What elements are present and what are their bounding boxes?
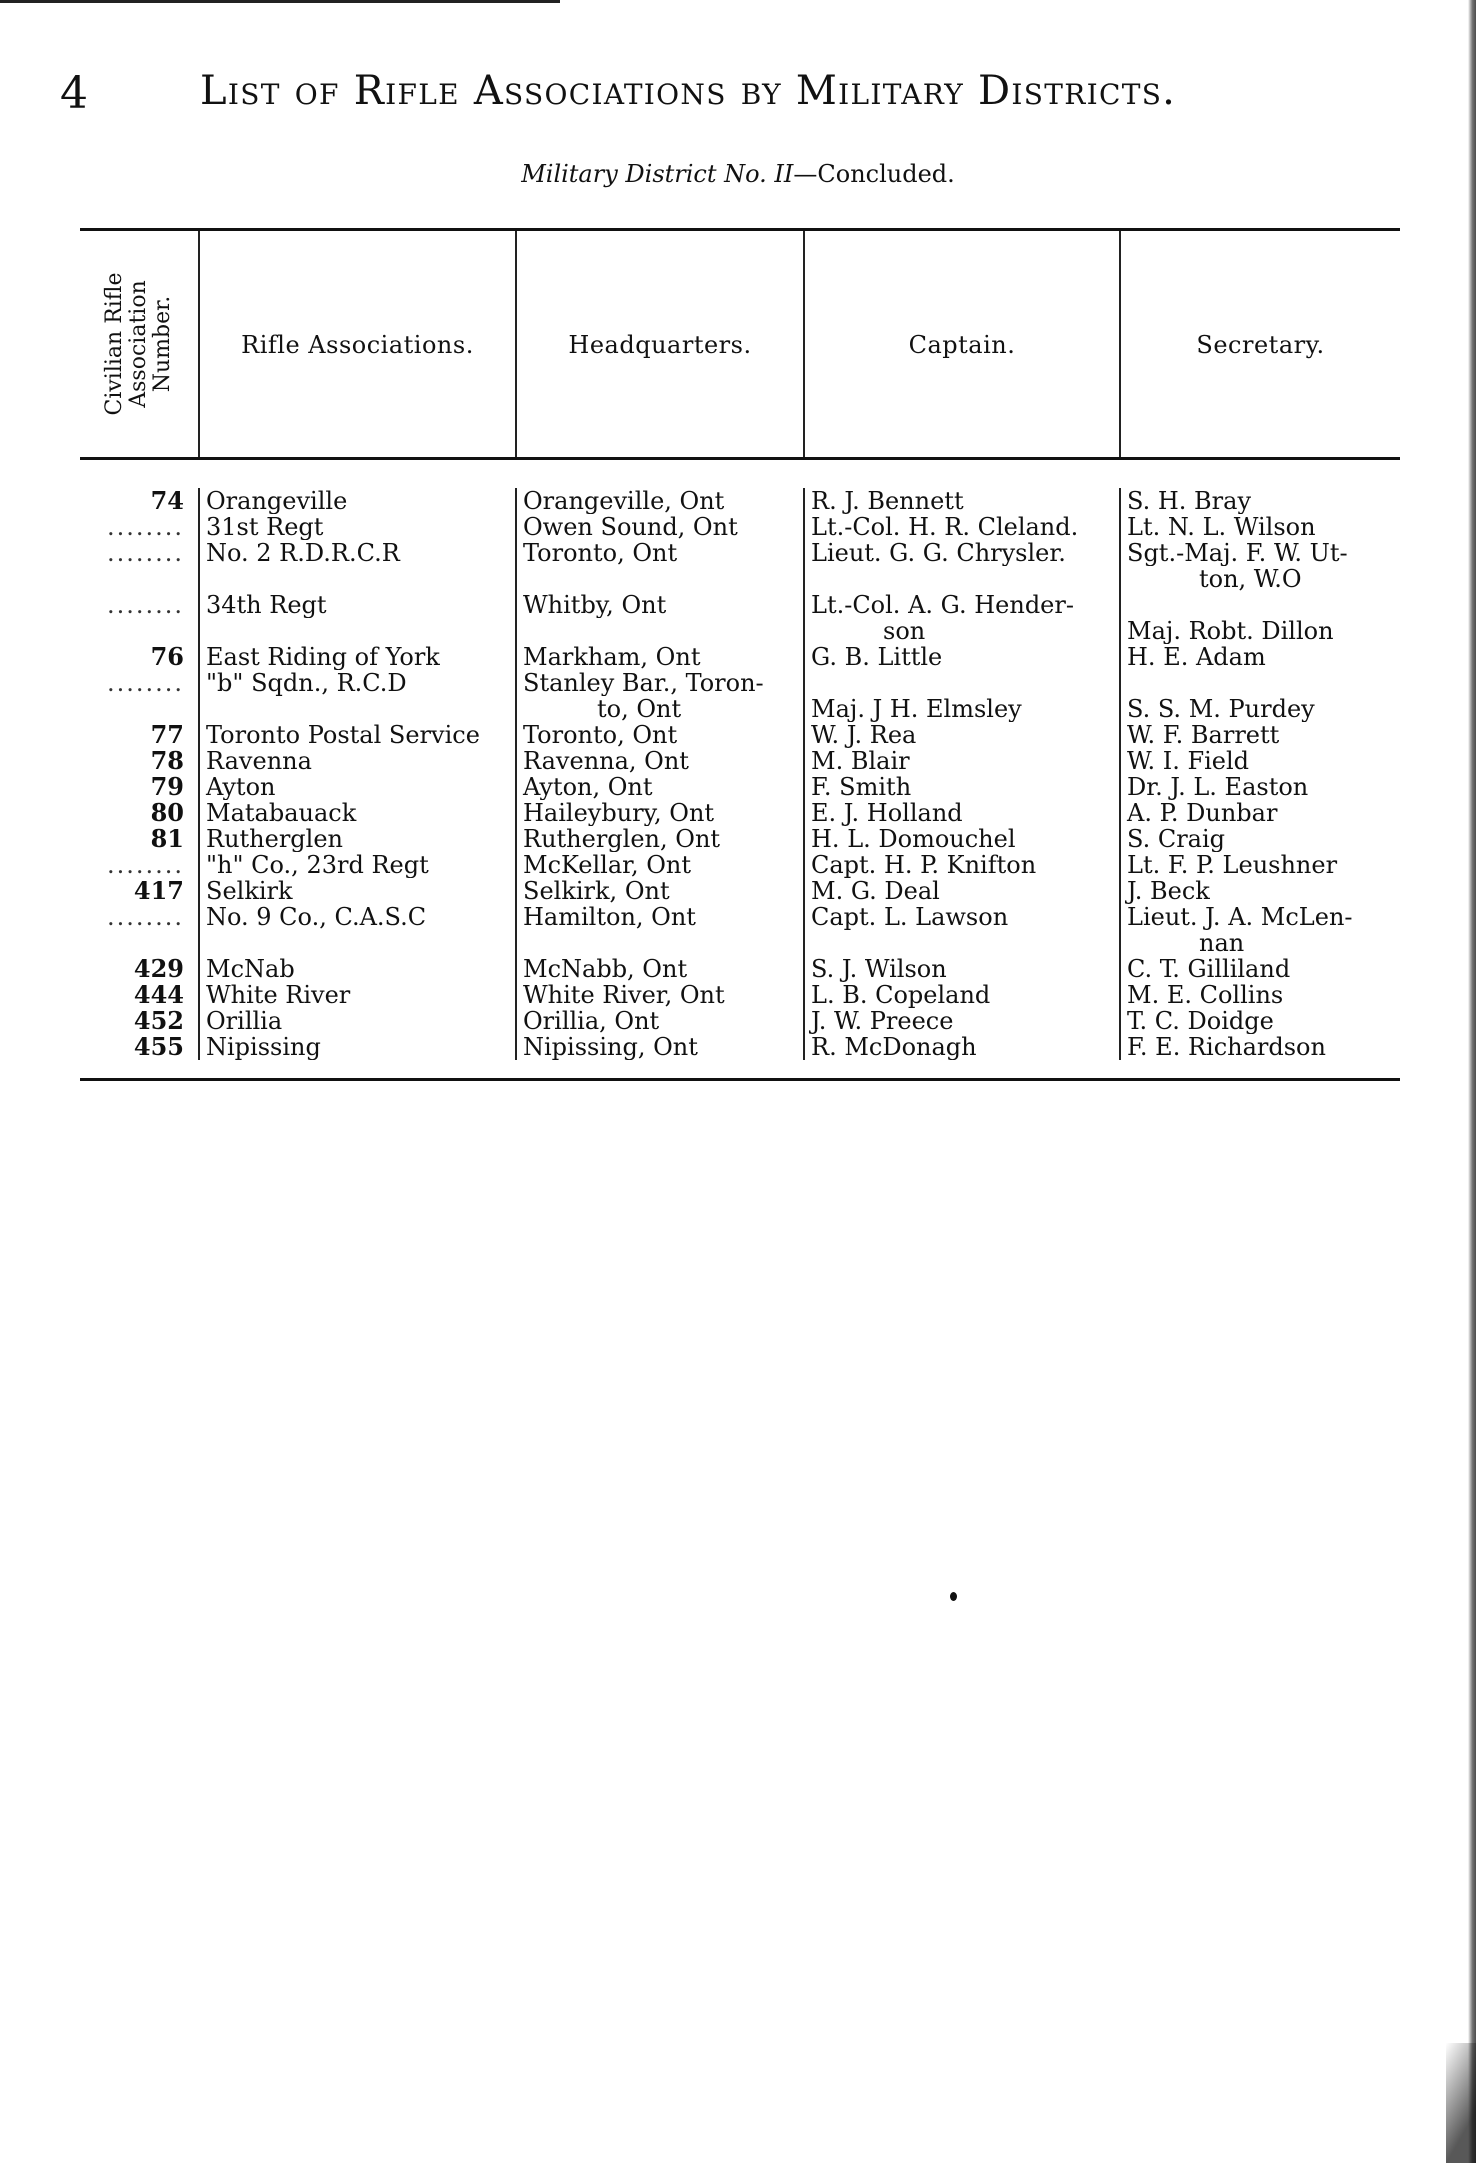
row-headquarters: Ayton, Ont — [523, 774, 653, 800]
subtitle — [0, 162, 1476, 186]
row-headquarters: Selkirk, Ont — [523, 878, 670, 904]
row-number: 74 — [150, 488, 184, 514]
row-captain: F. Smith — [811, 774, 912, 800]
row-association: 34th Regt — [206, 592, 327, 618]
rifle-associations-table — [80, 228, 1400, 1081]
row-secretary: H. E. Adam — [1127, 644, 1266, 670]
row-captain: Lt.-Col. H. R. Cleland. — [811, 514, 1079, 540]
row-headquarters: Stanley Bar., Toron- — [523, 670, 764, 696]
row-headquarters: Nipissing, Ont — [523, 1034, 698, 1060]
top-rule — [0, 0, 560, 3]
row-captain: M. G. Deal — [811, 878, 940, 904]
header-captain-cell — [803, 231, 1119, 457]
row-headquarters: Toronto, Ont — [523, 722, 678, 748]
ink-dot — [950, 1592, 957, 1601]
row-secretary: W. I. Field — [1127, 748, 1250, 774]
row-association: White River — [206, 982, 351, 1008]
row-association: Toronto Postal Service — [206, 722, 480, 748]
row-secretary: Dr. J. L. Easton — [1127, 774, 1309, 800]
row-captain: W. J. Rea — [811, 722, 917, 748]
row-headquarters: Whitby, Ont — [523, 592, 667, 618]
row-secretary: Lt. F. P. Leushner — [1127, 852, 1338, 878]
header-captain: Captain. — [908, 331, 1016, 359]
row-captain: Capt. L. Lawson — [811, 904, 1009, 930]
row-secretary: Sgt.-Maj. F. W. Ut- — [1127, 540, 1348, 566]
row-headquarters: Haileybury, Ont — [523, 800, 715, 826]
row-association: Ayton — [206, 774, 276, 800]
row-headquarters: Orillia, Ont — [523, 1008, 660, 1034]
row-captain: Lt.-Col. A. G. Hender- — [811, 592, 1074, 618]
row-secretary-cont: nan — [1199, 930, 1245, 956]
row-secretary: Lieut. J. A. McLen- — [1127, 904, 1353, 930]
row-secretary — [1121, 592, 1400, 618]
row-number: 76 — [150, 644, 184, 670]
row-association: Selkirk — [206, 878, 293, 904]
row-captain: J. W. Preece — [811, 1008, 954, 1034]
row-captain: L. B. Copeland — [811, 982, 991, 1008]
subtitle-district: Military District No. II — [521, 160, 794, 188]
row-number: ........ — [106, 540, 184, 566]
row-headquarters-cont: to, Ont — [597, 696, 682, 722]
row-number: ........ — [106, 852, 184, 878]
page-number: 4 — [60, 68, 89, 119]
row-secretary-cont: Maj. Robt. Dillon — [1127, 618, 1334, 644]
row-association: No. 2 R.D.R.C.R — [206, 540, 400, 566]
row-number: 80 — [150, 800, 184, 826]
row-association: "b" Sqdn., R.C.D — [206, 670, 407, 696]
row-number: 417 — [133, 878, 184, 904]
row-number: 77 — [150, 722, 184, 748]
row-headquarters: Ravenna, Ont — [523, 748, 689, 774]
row-captain: R. McDonagh — [811, 1034, 977, 1060]
row-headquarters: Orangeville, Ont — [523, 488, 725, 514]
row-headquarters: Toronto, Ont — [523, 540, 678, 566]
row-captain-cont — [805, 930, 1119, 956]
row-headquarters-cont — [517, 566, 803, 592]
header-association: Rifle Associations. — [241, 331, 474, 359]
secretary-column — [1119, 488, 1400, 1060]
row-secretary: W. F. Barrett — [1127, 722, 1280, 748]
row-captain-cont: son — [883, 618, 926, 644]
row-headquarters: Owen Sound, Ont — [523, 514, 738, 540]
header-secretary: Secretary. — [1196, 331, 1325, 359]
row-association: Nipissing — [206, 1034, 321, 1060]
row-number-spacer — [80, 566, 198, 592]
row-number-spacer — [80, 618, 198, 644]
row-secretary: S. H. Bray — [1127, 488, 1252, 514]
captain-column — [803, 488, 1119, 1060]
row-captain: Lieut. G. G. Chrysler. — [811, 540, 1066, 566]
row-captain: H. L. Domouchel — [811, 826, 1016, 852]
row-association-spacer — [200, 618, 515, 644]
row-number: 444 — [133, 982, 184, 1008]
row-headquarters: White River, Ont — [523, 982, 725, 1008]
row-association: 31st Regt — [206, 514, 324, 540]
row-headquarters-cont — [517, 930, 803, 956]
row-captain: S. J. Wilson — [811, 956, 947, 982]
row-headquarters-cont — [517, 618, 803, 644]
row-captain: M. Blair — [811, 748, 910, 774]
row-captain: Capt. H. P. Knifton — [811, 852, 1037, 878]
header-number-cell — [80, 231, 198, 457]
row-number: ........ — [106, 904, 184, 930]
header-number-line-2: Association — [126, 280, 151, 408]
page-title: List of Rifle Associations by Military Districts. — [200, 68, 1177, 114]
row-secretary-cont: S. S. M. Purdey — [1127, 696, 1315, 722]
page-edge-shadow — [1468, 0, 1476, 2163]
row-association-spacer — [200, 696, 515, 722]
row-association: Orillia — [206, 1008, 283, 1034]
row-number: 81 — [150, 826, 184, 852]
association-column — [198, 488, 515, 1060]
row-secretary: M. E. Collins — [1127, 982, 1284, 1008]
row-number: 429 — [133, 956, 184, 982]
header-headquarters: Headquarters. — [568, 331, 752, 359]
row-association: Matabauack — [206, 800, 357, 826]
row-association: Ravenna — [206, 748, 312, 774]
table-header — [80, 231, 1400, 460]
row-captain-cont: Maj. J H. Elmsley — [811, 696, 1022, 722]
row-number: ........ — [106, 514, 184, 540]
row-headquarters: Rutherglen, Ont — [523, 826, 721, 852]
row-number: 78 — [150, 748, 184, 774]
row-secretary: C. T. Gilliland — [1127, 956, 1291, 982]
header-number — [103, 273, 175, 416]
row-association: No. 9 Co., C.A.S.C — [206, 904, 427, 930]
number-column — [80, 488, 198, 1060]
row-association: "h" Co., 23rd Regt — [206, 852, 429, 878]
row-headquarters: Hamilton, Ont — [523, 904, 696, 930]
row-number-spacer — [80, 696, 198, 722]
header-association-cell — [198, 231, 515, 457]
row-captain: R. J. Bennett — [811, 488, 964, 514]
row-secretary: T. C. Doidge — [1127, 1008, 1274, 1034]
row-headquarters: McNabb, Ont — [523, 956, 688, 982]
table-body — [80, 460, 1400, 1081]
row-secretary: S. Craig — [1127, 826, 1226, 852]
header-headquarters-cell — [515, 231, 803, 457]
row-headquarters: Markham, Ont — [523, 644, 701, 670]
row-secretary: Lt. N. L. Wilson — [1127, 514, 1316, 540]
header-number-line-1: Civilian Rifle — [102, 272, 127, 416]
row-association: Rutherglen — [206, 826, 344, 852]
row-captain — [805, 670, 1119, 696]
header-number-line-3: Number. — [150, 295, 175, 393]
row-number: ........ — [106, 670, 184, 696]
row-association: Orangeville — [206, 488, 348, 514]
row-secretary: A. P. Dunbar — [1127, 800, 1278, 826]
row-number: 455 — [133, 1034, 184, 1060]
header-secretary-cell — [1119, 231, 1400, 457]
subtitle-concluded: —Concluded. — [793, 160, 955, 188]
row-number: 79 — [150, 774, 184, 800]
row-number: ........ — [106, 592, 184, 618]
row-captain: G. B. Little — [811, 644, 943, 670]
page-edge-mark — [1446, 2043, 1476, 2163]
row-association-spacer — [200, 566, 515, 592]
headquarters-column — [515, 488, 803, 1060]
row-headquarters: McKellar, Ont — [523, 852, 692, 878]
row-secretary: J. Beck — [1127, 878, 1210, 904]
row-association-spacer — [200, 930, 515, 956]
row-number: 452 — [133, 1008, 184, 1034]
row-secretary-cont: ton, W.O — [1199, 566, 1302, 592]
row-captain-cont — [805, 566, 1119, 592]
row-secretary: F. E. Richardson — [1127, 1034, 1326, 1060]
row-captain: E. J. Holland — [811, 800, 963, 826]
row-association: McNab — [206, 956, 295, 982]
row-association: East Riding of York — [206, 644, 440, 670]
row-number-spacer — [80, 930, 198, 956]
row-secretary — [1121, 670, 1400, 696]
